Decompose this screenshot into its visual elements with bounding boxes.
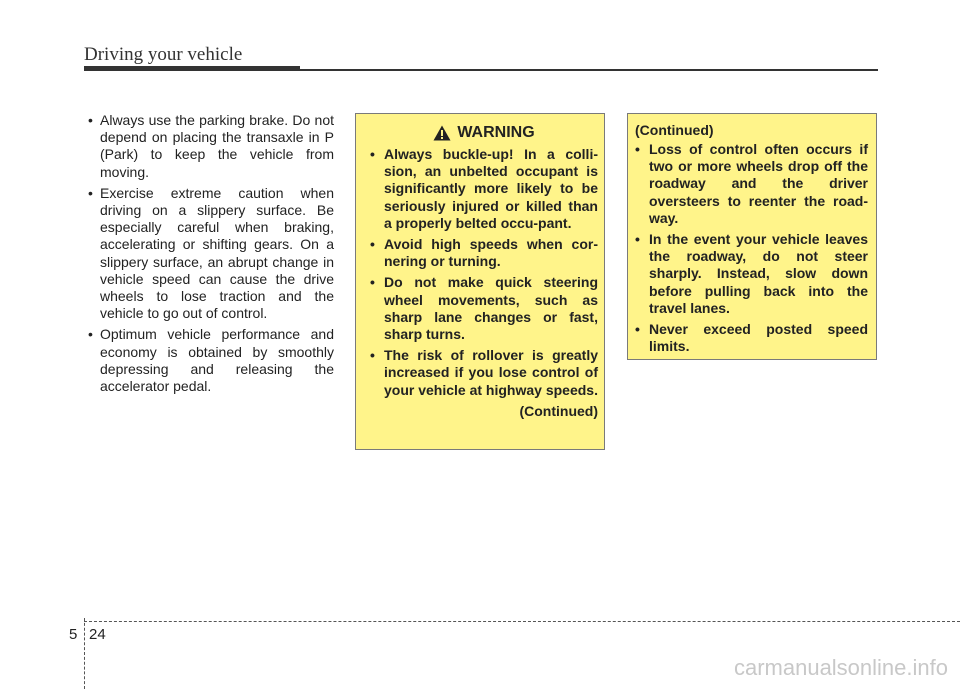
list-item: • Avoid high speeds when cor-nering or turning. bbox=[370, 236, 598, 270]
watermark: carmanualsonline.info bbox=[733, 655, 948, 680]
list-item: • In the event your vehicle leaves the roadway, do not steer sharply. Instead, slow down before pulling back into the travel lanes. bbox=[635, 231, 868, 317]
header-rule-thin bbox=[300, 69, 878, 71]
continued-label: (Continued) bbox=[519, 402, 598, 419]
list-item: • The risk of rollover is greatly increased if you lose control of your vehicle at highway speeds. bbox=[370, 347, 598, 399]
warning-heading bbox=[370, 124, 598, 142]
header-rule-thick bbox=[84, 66, 300, 71]
footer-horizontal-rule bbox=[84, 621, 960, 622]
list-item: • Do not make quick steering wheel movements, such as sharp lane changes or fast, sharp turns. bbox=[370, 274, 598, 343]
page-number: 24 bbox=[89, 626, 106, 643]
warning-list bbox=[370, 146, 598, 399]
warning-box bbox=[355, 113, 605, 450]
footer-vertical-rule bbox=[84, 618, 85, 689]
warning-continued-list bbox=[635, 141, 868, 355]
left-column bbox=[84, 112, 334, 399]
warning-continued-box bbox=[627, 113, 877, 360]
section-number: 5 bbox=[69, 626, 78, 643]
list-item: • Exercise extreme caution when driving on a slippery surface. Be especially careful when braking, accelerating or shifting gears. On a slippery surface, an abrupt change in vehicle speed can cause the drive wheels to lose traction and the vehicle to go out of control. bbox=[84, 185, 334, 323]
list-item: • Always use the parking brake. Do not depend on placing the transaxle in P (Park) to keep the vehicle from moving. bbox=[84, 112, 334, 181]
page-header-title: Driving your vehicle bbox=[84, 44, 243, 65]
list-item: • Optimum vehicle performance and economy is obtained by smoothly depressing and releasing the accelerator pedal. bbox=[84, 326, 334, 395]
continued-label: (Continued) bbox=[635, 122, 714, 138]
list-item: • Always buckle-up! In a colli-sion, an unbelted occupant is significantly more likely to be seriously injured or killed than a properly belted occu-pant. bbox=[370, 146, 598, 232]
list-item: • Never exceed posted speed limits. bbox=[635, 321, 868, 355]
warning-title: WARNING bbox=[457, 124, 535, 141]
list-item: • Loss of control often occurs if two or more wheels drop off the roadway and the driver oversteers to reenter the road-way. bbox=[635, 141, 868, 227]
precaution-list bbox=[84, 112, 334, 395]
warning-triangle-icon bbox=[433, 125, 451, 141]
